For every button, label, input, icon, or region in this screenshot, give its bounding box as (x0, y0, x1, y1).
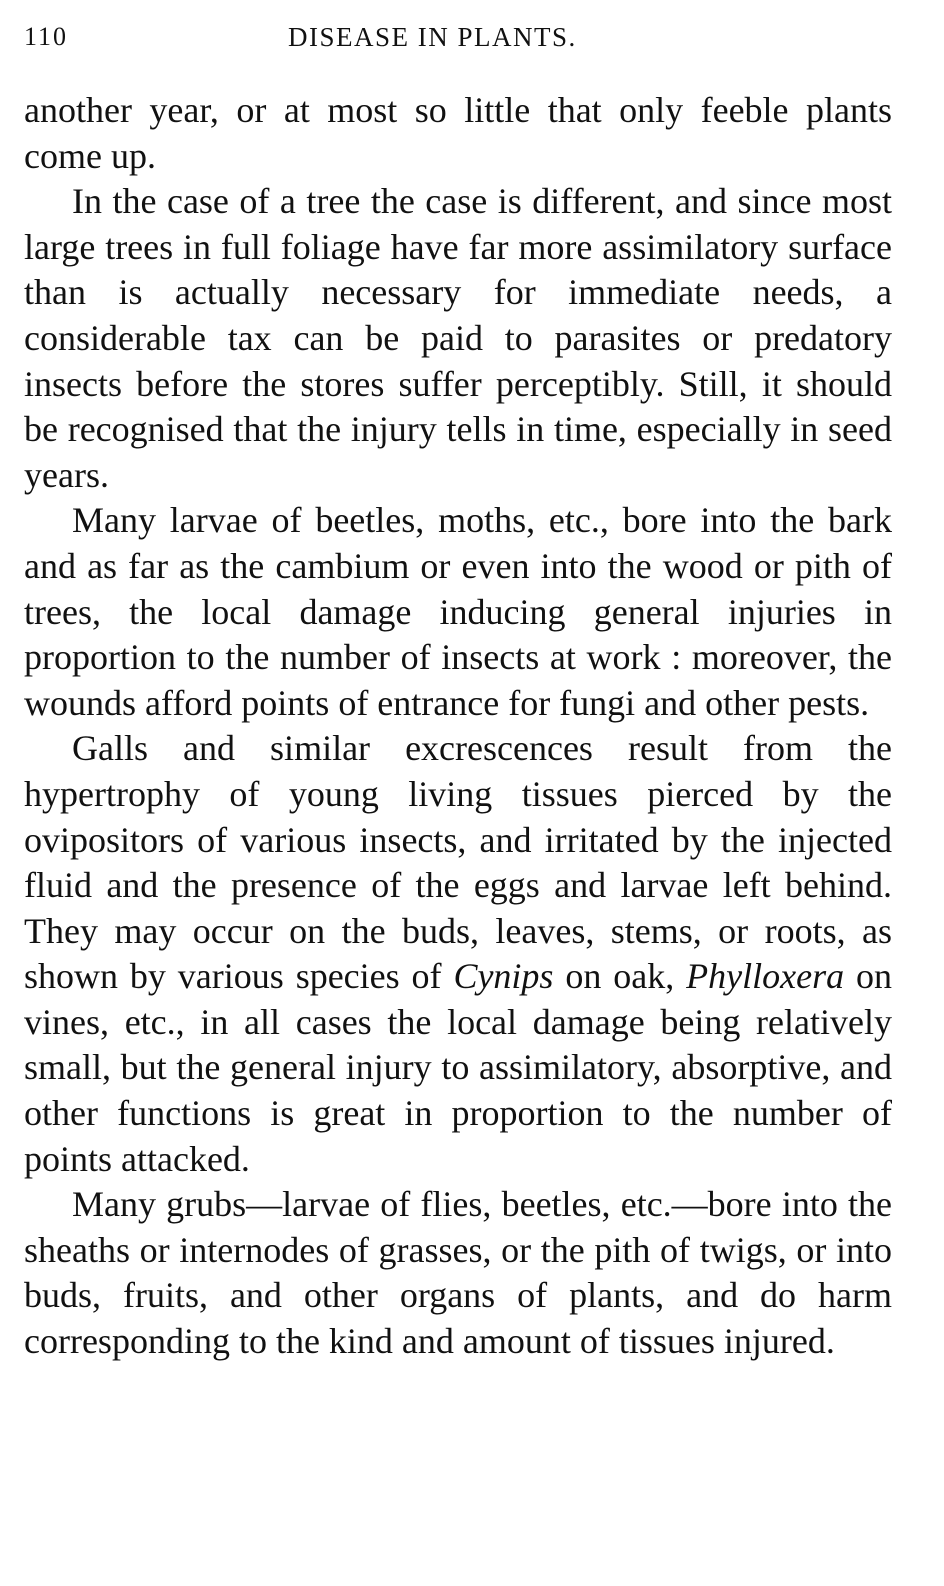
phylloxera-species-name: Phylloxera (686, 956, 845, 997)
running-head (24, 22, 892, 58)
page-number: 110 (24, 22, 69, 51)
body-text (24, 88, 892, 1365)
paragraph-larvae-bore: Many larvae of beetles, moths, etc., bore into the bark and as far as the cambium or even into the wood or pith of trees, the local damage inducing general injuries in proportion to the number of insects at work : moreover, the wounds afford points of entrance for fungi and other pests. (24, 500, 892, 723)
paragraph-continued: another year, or at most so little that only feeble plants come up. (24, 90, 892, 176)
galls-text-middle: on oak, (553, 956, 687, 997)
cynips-species-name: Cynips (453, 956, 554, 997)
paragraph-galls (24, 726, 892, 1182)
paragraph-grubs: Many grubs—larvae of flies, beetles, etc.—bore into the sheaths or internodes of grasses, or the pith of twigs, or into buds, fruits, and other organs of plants, and do harm corresponding to the kind and amount of tissues injured. (24, 1184, 892, 1362)
galls-text-end: on vines, etc., in all cases the local damage being relatively small, but the general injury to assimilatory, absorptive, and other functions is great in proportion to the number of points attacked. (24, 956, 892, 1179)
galls-text-start: Galls and similar excrescences result from the hypertrophy of young living tissues pierced by the ovipositors of various insects, and irritated by the injected fluid and the presence of the eggs and larvae left behind. They may occur on the buds, leaves, stems, or roots, as shown by various species of (24, 728, 892, 997)
paragraph-tree-case: In the case of a tree the case is different, and since most large trees in full foliage have far more assimilatory surface than is actually necessary for immediate needs, a considerable tax can be paid to parasites or predatory insects before the stores suffer perceptibly. Still, it should be recognised that the injury tells in time, especially in seed years. (24, 181, 892, 495)
running-title: DISEASE IN PLANTS. (288, 22, 577, 52)
